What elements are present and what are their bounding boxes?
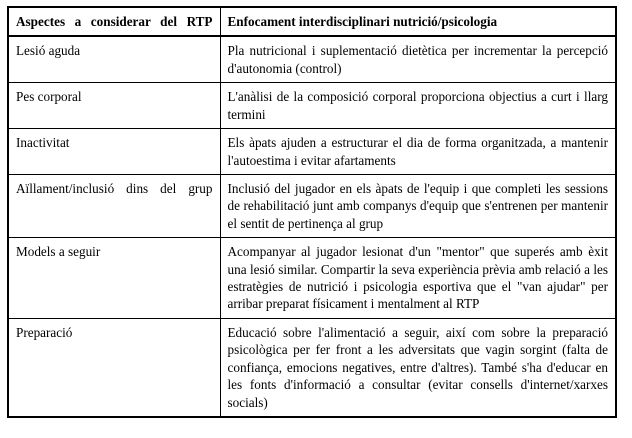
table-row bbox=[8, 318, 616, 417]
cell-aspect: Inactivitat bbox=[8, 129, 220, 175]
table-row bbox=[8, 174, 616, 237]
rtp-considerations-table bbox=[7, 6, 617, 418]
cell-detail: L'anàlisi de la composició corporal proporciona objectius a curt i llarg termini bbox=[220, 83, 616, 129]
table-body bbox=[8, 36, 616, 417]
table-row bbox=[8, 83, 616, 129]
column-header-approach: Enfocament interdisciplinari nutrició/psicologia bbox=[220, 7, 616, 36]
cell-aspect: Aïllament/inclusió dins del grup bbox=[8, 174, 220, 237]
cell-detail: Els àpats ajuden a estructurar el dia de forma organitzada, a mantenir l'autoestima i evitar afartaments bbox=[220, 129, 616, 175]
column-header-aspects: Aspectes a considerar del RTP bbox=[8, 7, 220, 36]
cell-aspect: Preparació bbox=[8, 318, 220, 417]
cell-detail: Educació sobre l'alimentació a seguir, així com sobre la preparació psicològica per fer front a les adversitats que vagin sorgint (falta de confiança, emocions negatives, entre d'altres). També s'ha d'educar en les fonts d'informació a consultar (evitar consells d'internet/xarxes socials) bbox=[220, 318, 616, 417]
table-row bbox=[8, 238, 616, 319]
cell-aspect: Models a seguir bbox=[8, 238, 220, 319]
table-row bbox=[8, 36, 616, 82]
cell-detail: Inclusió del jugador en els àpats de l'equip i que completi les sessions de rehabilitació junt amb companys d'equip que s'entrenen per mantenir el sentit de pertinença al grup bbox=[220, 174, 616, 237]
document-page bbox=[0, 6, 632, 438]
table-header-row bbox=[8, 7, 616, 36]
table-header bbox=[8, 7, 616, 36]
cell-aspect: Pes corporal bbox=[8, 83, 220, 129]
cell-detail: Acompanyar al jugador lesionat d'un "mentor" que superés amb èxit una lesió similar. Compartir la seva experiència prèvia amb relació a les estratègies de nutrició i psicologia esportiva que el "van ajudar" per arribar preparat físicament i mentalment al RTP bbox=[220, 238, 616, 319]
table-row bbox=[8, 129, 616, 175]
cell-aspect: Lesió aguda bbox=[8, 36, 220, 82]
cell-detail: Pla nutricional i suplementació dietètica per incrementar la percepció d'autonomia (control) bbox=[220, 36, 616, 82]
